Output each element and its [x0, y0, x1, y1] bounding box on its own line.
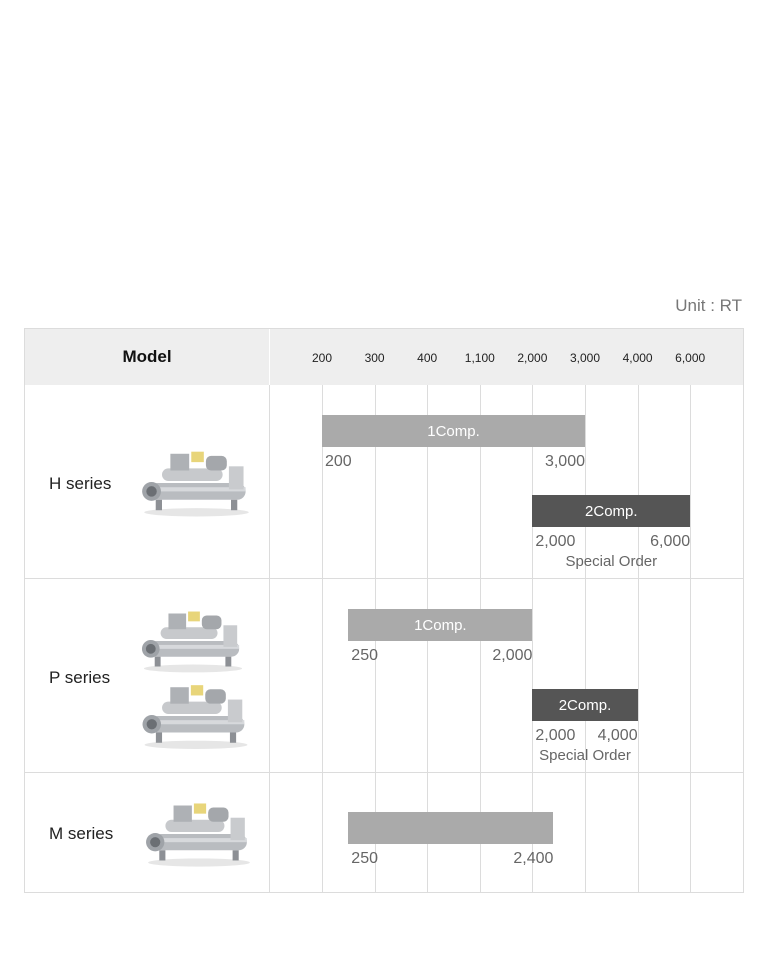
special-order-note: Special Order — [565, 553, 658, 570]
min-value-label: 2,000 — [535, 533, 576, 550]
unit-label: Unit : RT — [675, 296, 742, 315]
range-bar: 1Comp. — [322, 415, 585, 447]
x-tick-label: 6,000 — [675, 351, 706, 365]
header-divider — [269, 329, 270, 385]
special-order-note: Special Order — [539, 747, 631, 764]
chiller-machine-icon — [139, 604, 247, 681]
model-capacity-table — [24, 328, 744, 893]
max-value-label: 4,000 — [597, 727, 638, 744]
range-bar: 2Comp. — [532, 689, 637, 721]
gridline — [638, 385, 639, 892]
gridline — [690, 385, 691, 892]
x-tick-label: 1,100 — [464, 351, 495, 365]
x-tick-label: 4,000 — [622, 351, 653, 365]
gridline — [743, 385, 744, 892]
x-tick-label: 200 — [311, 351, 333, 365]
chiller-machine-icon — [143, 789, 255, 882]
min-value-label: 250 — [351, 647, 378, 664]
chiller-machine-icon — [137, 679, 255, 756]
x-tick-label: 3,000 — [569, 351, 601, 365]
range-bar: 2Comp. — [532, 495, 690, 527]
row-divider — [25, 772, 743, 773]
max-value-label: 6,000 — [650, 533, 691, 550]
range-bar — [348, 812, 553, 844]
min-value-label: 250 — [351, 850, 378, 867]
gridline — [322, 385, 323, 892]
max-value-label: 3,000 — [544, 453, 585, 470]
x-tick-label: 300 — [364, 351, 385, 365]
gridline — [585, 385, 586, 892]
chiller-machine-icon — [139, 444, 254, 525]
x-tick-label: 2,000 — [517, 351, 548, 365]
x-tick-label: 400 — [417, 351, 438, 365]
column-divider — [269, 329, 270, 892]
min-value-label: 200 — [325, 453, 352, 470]
range-bar: 1Comp. — [348, 609, 532, 641]
row-divider — [25, 578, 743, 579]
series-name: H series — [49, 474, 112, 493]
model-column-header: Model — [122, 347, 172, 366]
max-value-label: 2,000 — [492, 647, 533, 664]
series-name: P series — [49, 668, 111, 687]
max-value-label: 2,400 — [513, 850, 554, 867]
series-name: M series — [49, 824, 114, 843]
min-value-label: 2,000 — [535, 727, 576, 744]
